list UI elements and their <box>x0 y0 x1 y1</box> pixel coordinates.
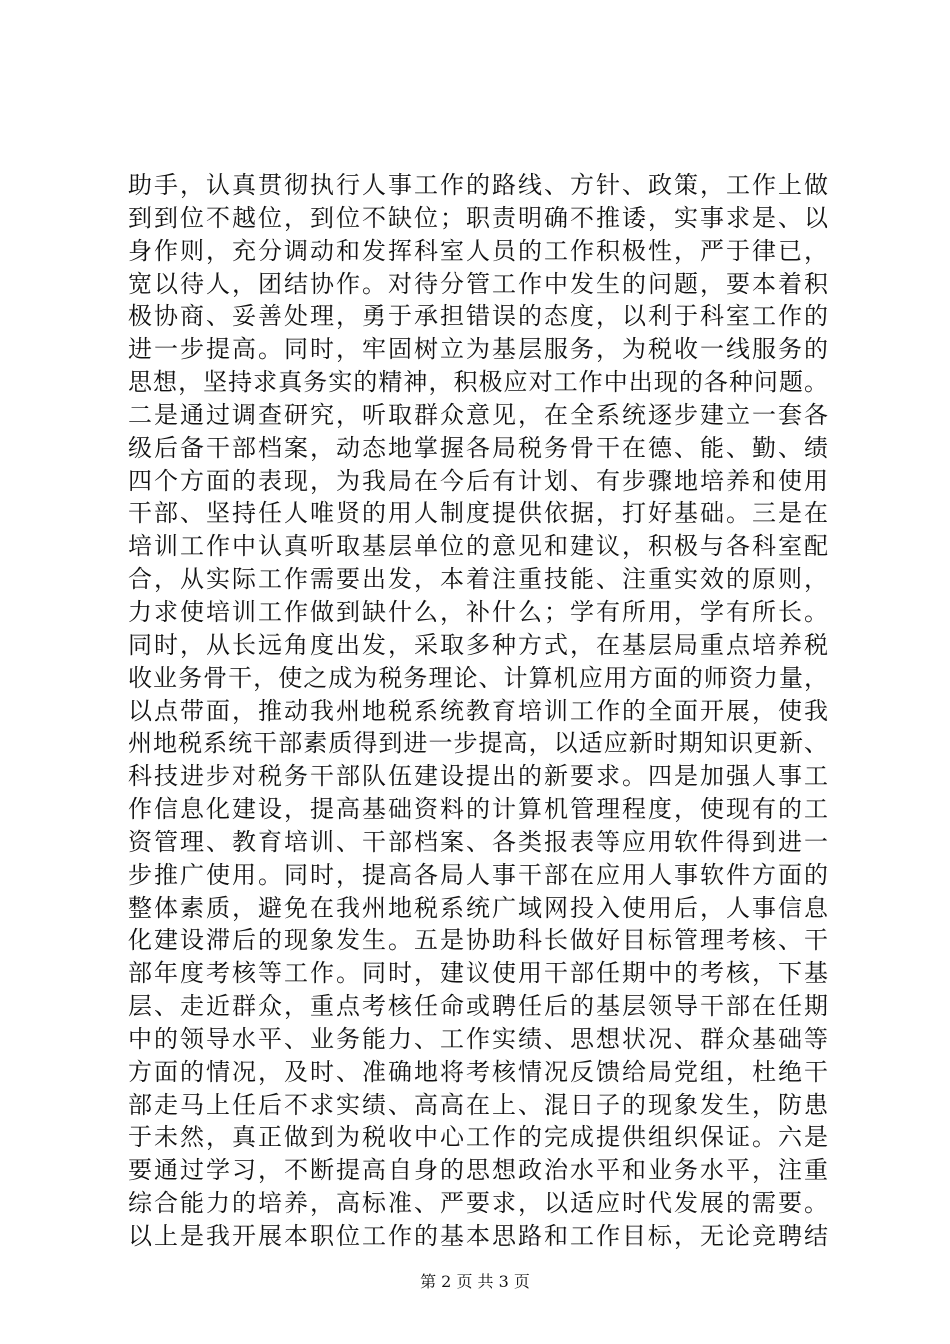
body-text <box>128 169 828 1253</box>
text-line: 进一步提高。同时，牢固树立为基层服务，为税收一线服务的 <box>128 335 828 364</box>
text-line: 身作则，充分调动和发挥科室人员的工作积极性，严于律已， <box>128 236 828 265</box>
text-line: 以点带面，推动我州地税系统教育培训工作的全面开展，使我 <box>128 696 828 725</box>
text-line: 部走马上任后不求实绩、高高在上、混日子的现象发生，防患 <box>128 1090 828 1119</box>
text-line: 要通过学习，不断提高自身的思想政治水平和业务水平，注重 <box>128 1156 828 1185</box>
text-line: 中的领导水平、业务能力、工作实绩、思想状况、群众基础等 <box>128 1024 828 1053</box>
text-line: 资管理、教育培训、干部档案、各类报表等应用软件得到进一 <box>128 827 828 856</box>
text-line: 方面的情况，及时、准确地将考核情况反馈给局党组，杜绝干 <box>128 1057 828 1086</box>
text-line: 整体素质，避免在我州地税系统广域网投入使用后，人事信息 <box>128 893 828 922</box>
text-line: 部年度考核等工作。同时，建议使用干部任期中的考核，下基 <box>128 959 828 988</box>
text-line: 极协商、妥善处理，勇于承担错误的态度，以利于科室工作的 <box>128 302 828 331</box>
text-line: 层、走近群众，重点考核任命或聘任后的基层领导干部在任期 <box>128 992 828 1021</box>
text-line: 收业务骨干，使之成为税务理论、计算机应用方面的师资力量， <box>128 663 828 692</box>
text-line: 四个方面的表现，为我局在今后有计划、有步骤地培养和使用 <box>128 466 828 495</box>
text-line: 到到位不越位，到位不缺位；职责明确不推诿，实事求是、以 <box>128 203 828 232</box>
text-line: 助手，认真贯彻执行人事工作的路线、方针、政策，工作上做 <box>128 171 828 199</box>
text-line: 宽以待人，团结协作。对待分管工作中发生的问题，要本着积 <box>128 269 828 298</box>
text-line: 科技进步对税务干部队伍建设提出的新要求。四是加强人事工 <box>128 762 828 791</box>
text-line: 干部、坚持任人唯贤的用人制度提供依据，打好基础。三是在 <box>128 499 828 528</box>
text-line: 化建设滞后的现象发生。五是协助科长做好目标管理考核、干 <box>128 926 828 955</box>
page-number-footer: 第 2 页 共 3 页 <box>420 1272 530 1291</box>
text-line: 州地税系统干部素质得到进一步提高，以适应新时期知识更新、 <box>128 729 828 758</box>
text-line: 作信息化建设，提高基础资料的计算机管理程度，使现有的工 <box>128 795 828 824</box>
text-line: 二是通过调查研究，听取群众意见，在全系统逐步建立一套各 <box>128 400 828 429</box>
text-line: 同时，从长远角度出发，采取多种方式，在基层局重点培养税 <box>128 630 828 659</box>
text-line: 于未然，真正做到为税收中心工作的完成提供组织保证。六是 <box>128 1123 828 1152</box>
text-line: 步推广使用。同时，提高各局人事干部在应用人事软件方面的 <box>128 860 828 889</box>
text-line: 综合能力的培养，高标准、严要求，以适应时代发展的需要。 <box>128 1189 828 1218</box>
text-line: 以上是我开展本职位工作的基本思路和工作目标，无论竞聘结 <box>128 1222 828 1250</box>
text-line: 级后备干部档案，动态地掌握各局税务骨干在德、能、勤、绩 <box>128 433 828 462</box>
text-line: 力求使培训工作做到缺什么，补什么；学有所用，学有所长。 <box>128 597 828 626</box>
text-line: 合，从实际工作需要出发，本着注重技能、注重实效的原则， <box>128 565 828 594</box>
text-line: 培训工作中认真听取基层单位的意见和建议，积极与各科室配 <box>128 532 828 561</box>
text-line: 思想，坚持求真务实的精神，积极应对工作中出现的各种问题。 <box>128 368 828 397</box>
